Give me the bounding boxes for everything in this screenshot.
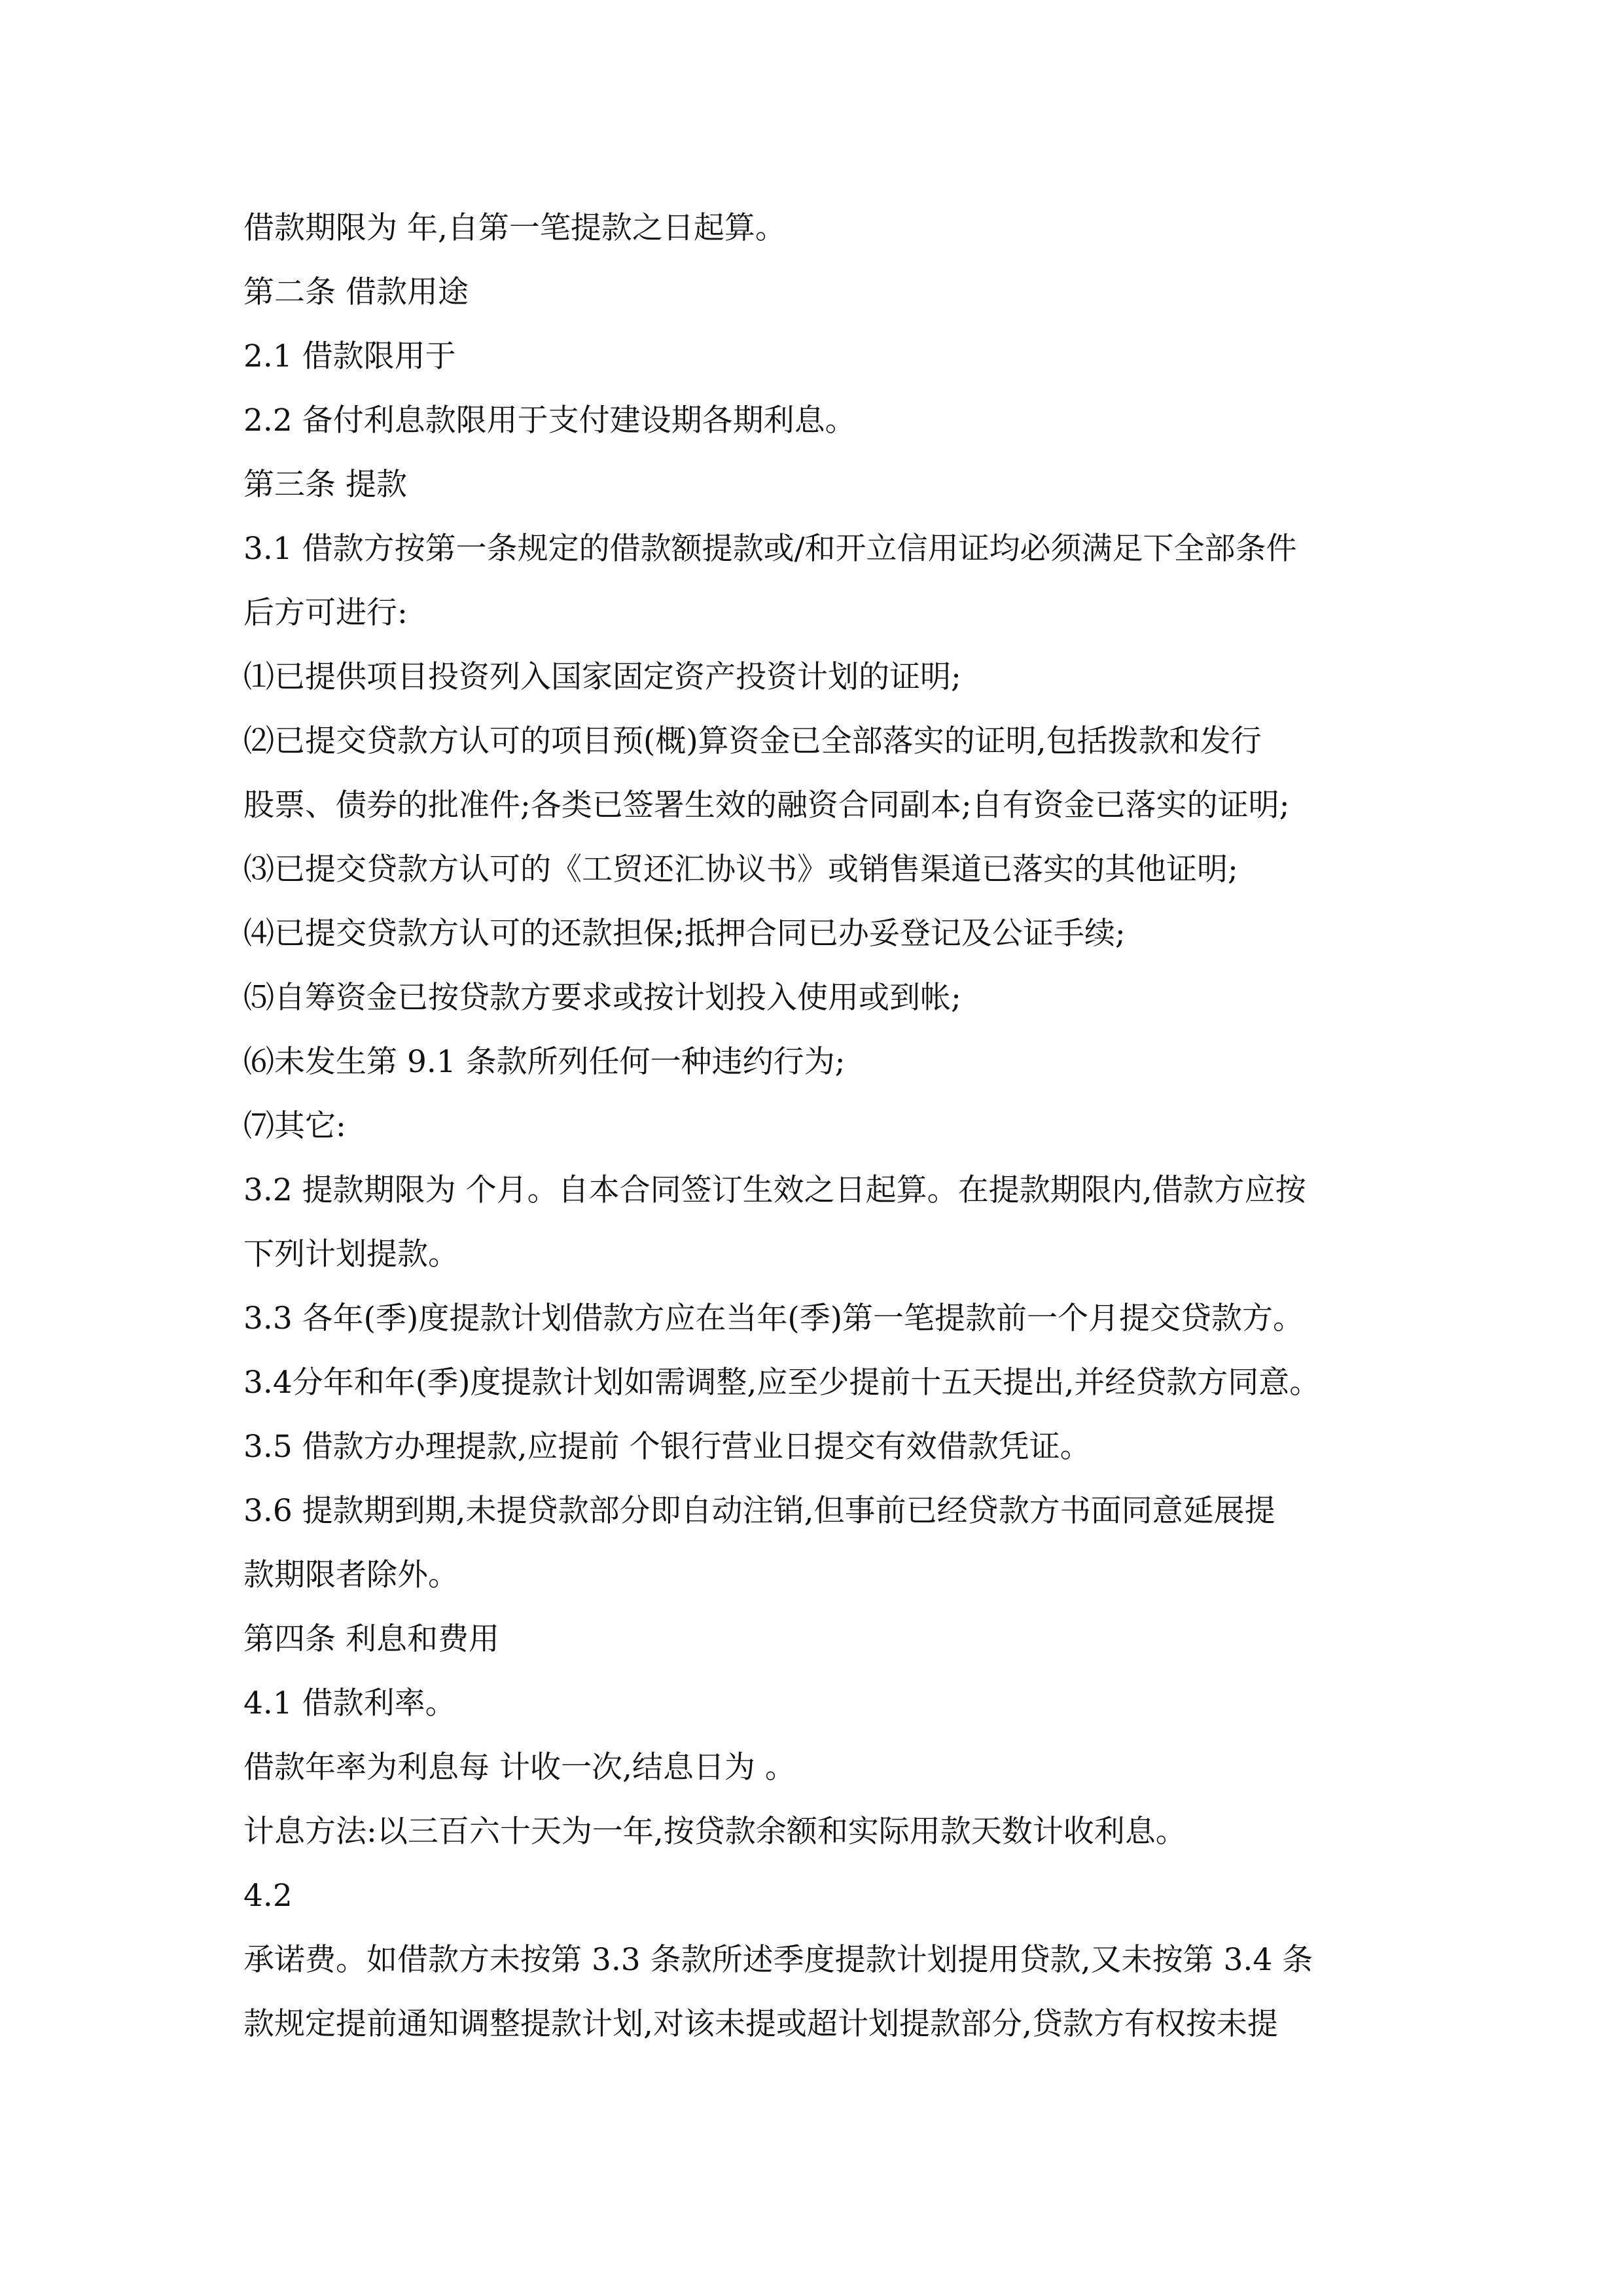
- text-line: 3.6 提款期到期,未提贷款部分即自动注销,但事前已经贷款方书面同意延展提: [243, 1493, 1275, 1529]
- text-line: 3.3 各年(季)度提款计划借款方应在当年(季)第一笔提款前一个月提交贷款方。: [243, 1300, 1304, 1336]
- text-line: 承诺费。如借款方未按第 3.3 条款所述季度提款计划提用贷款,又未按第 3.4 条: [243, 1942, 1313, 1978]
- text-line: 4.1 借款利率。: [243, 1685, 456, 1721]
- text-line: 3.4分年和年(季)度提款计划如需调整,应至少提前十五天提出,并经贷款方同意。: [243, 1365, 1321, 1401]
- section-heading: 第四条 利息和费用: [243, 1621, 499, 1657]
- text-line: ⑴已提供项目投资列入国家固定资产投资计划的证明;: [243, 659, 961, 695]
- text-line: ⑶已提交贷款方认可的《工贸还汇协议书》或销售渠道已落实的其他证明;: [243, 852, 1238, 888]
- text-line: 款规定提前通知调整提款计划,对该未提或超计划提款部分,贷款方有权按未提: [243, 2006, 1278, 2042]
- text-line: 款期限者除外。: [243, 1557, 459, 1593]
- text-line: 3.1 借款方按第一条规定的借款额提款或/和开立信用证均必须满足下全部条件: [243, 531, 1297, 567]
- document-body: [243, 196, 1395, 2056]
- text-line: ⑸自筹资金已按贷款方要求或按计划投入使用或到帐;: [243, 980, 961, 1016]
- text-line: ⑹未发生第 9.1 条款所列任何一种违约行为;: [243, 1044, 846, 1080]
- text-line: 4.2: [243, 1878, 293, 1914]
- text-line: 2.1 借款限用于: [243, 338, 456, 374]
- text-line: 后方可进行:: [243, 595, 408, 631]
- text-line: 下列计划提款。: [243, 1236, 459, 1272]
- text-line: ⑷已提交贷款方认可的还款担保;抵押合同已办妥登记及公证手续;: [243, 916, 1126, 952]
- section-heading: 第二条 借款用途: [243, 274, 469, 310]
- text-line: 3.2 提款期限为 个月。自本合同签订生效之日起算。在提款期限内,借款方应按: [243, 1172, 1306, 1208]
- text-line: 借款期限为 年,自第一笔提款之日起算。: [243, 210, 786, 246]
- text-line: 借款年率为利息每 计收一次,结息日为 。: [243, 1749, 796, 1785]
- text-line: 计息方法:以三百六十天为一年,按贷款余额和实际用款天数计收利息。: [243, 1814, 1186, 1850]
- text-line: 股票、债券的批准件;各类已签署生效的融资合同副本;自有资金已落实的证明;: [243, 787, 1290, 823]
- section-heading: 第三条 提款: [243, 467, 407, 503]
- text-line: ⑵已提交贷款方认可的项目预(概)算资金已全部落实的证明,包括拨款和发行: [243, 723, 1262, 759]
- text-line: ⑺其它:: [243, 1108, 346, 1144]
- text-line: 2.2 备付利息款限用于支付建设期各期利息。: [243, 403, 856, 439]
- text-line: 3.5 借款方办理提款,应提前 个银行营业日提交有效借款凭证。: [243, 1429, 1091, 1465]
